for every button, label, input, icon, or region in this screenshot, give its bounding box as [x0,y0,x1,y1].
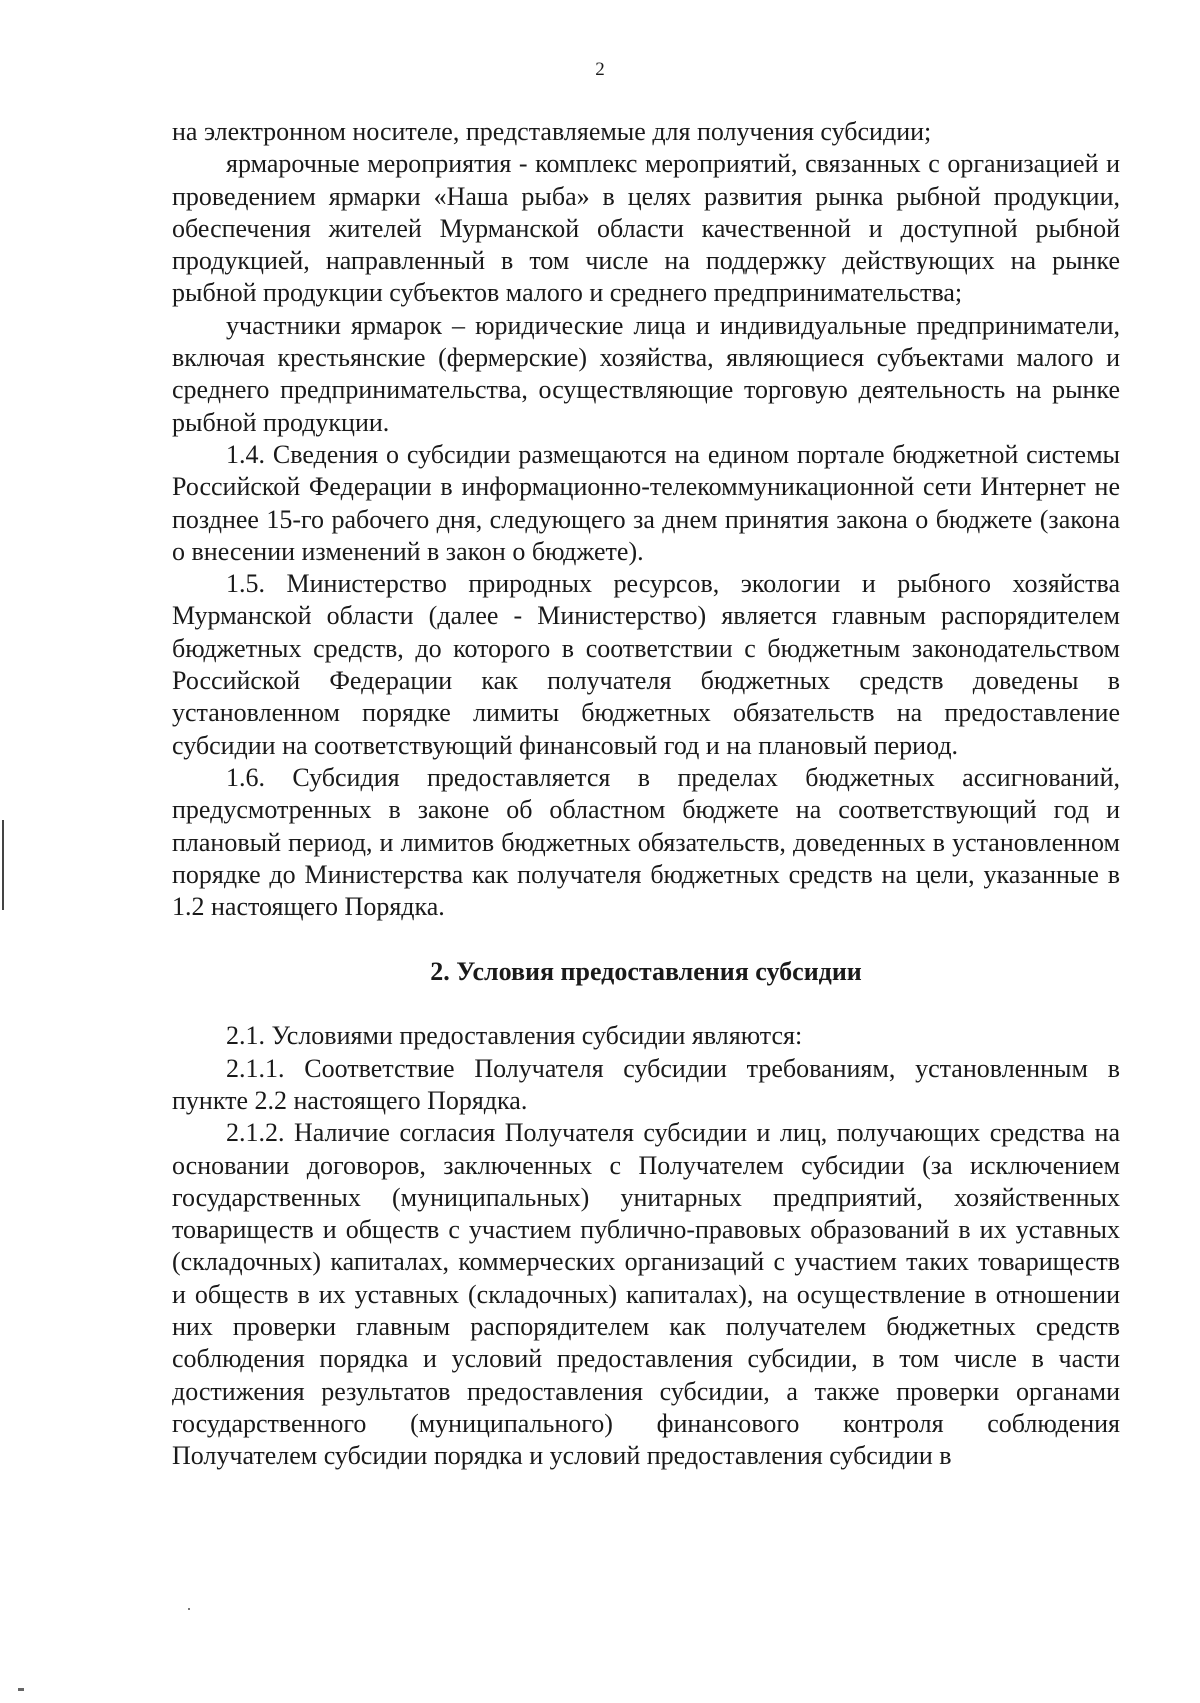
paragraph-2-1-1: 2.1.1. Соответствие Получателя субсидии требованиям, установленным в пункте 2.2 настоящего Порядка. [172,1053,1120,1115]
paragraph-fair-participants-definition: участники ярмарок – юридические лица и индивидуальные предприниматели, включая крестьянские (фермерские) хозяйства, являющиеся субъектами малого и среднего предпринимательства, осуществляющие торговую деятельность на рынке рыбной продукции. [172,310,1120,437]
paragraph-1-6: 1.6. Субсидия предоставляется в пределах бюджетных ассигнований, предусмотренных в законе об областном бюджете на соответствующий год и плановый период, и лимитов бюджетных обязательств, доведенных в установленном порядке до Министерства как получателя бюджетных средств на цели, указанные в 1.2 настоящего Порядка. [172,762,1120,922]
spacer [172,988,1120,1020]
page-number: 2 [595,59,605,80]
scan-artifact-dot [188,1608,190,1610]
paragraph-continuation: на электронном носителе, представляемые для получения субсидии; [172,117,932,146]
scan-artifact-bottom-left [18,1688,24,1691]
document-body [172,116,1120,1472]
paragraph-1-4: 1.4. Сведения о субсидии размещаются на едином портале бюджетной системы Российской Федерации в информационно-телекоммуникационной сети Интернет не позднее 15-го рабочего дня, следующего за днем принятия закона о бюджете (закона о внесении изменений в закон о бюджете). [172,439,1120,566]
scan-artifact-left-edge [2,820,4,910]
paragraph-2-1-2: 2.1.2. Наличие согласия Получателя субсидии и лиц, получающих средства на основании договоров, заключенных с Получателем субсидии (за исключением государственных (муниципальных) унитарных предприятий, хозяйственных товариществ и обществ с участием публично-правовых образований в их уставных (складочных) капиталах, коммерческих организаций с участием таких товариществ и обществ в их уставных (складочных) капиталах), на осуществление в отношении них проверки главным распорядителем как получателем бюджетных средств соблюдения порядка и условий предоставления субсидии, в том числе в части достижения результатов предоставления субсидии, а также проверки органами государственного (муниципального) финансового контроля соблюдения Получателем субсидии порядка и условий предоставления субсидии в [172,1118,1120,1471]
spacer [172,923,1120,955]
section-heading: 2. Условия предоставления субсидии [430,956,862,986]
paragraph-2-1: 2.1. Условиями предоставления субсидии являются: [226,1021,803,1051]
paragraph-1-5: 1.5. Министерство природных ресурсов, экологии и рыбного хозяйства Мурманской области (далее - Министерство) является главным распорядителем бюджетных средств, до которого в соответствии с бюджетным законодательством Российской Федерации как получателя бюджетных средств доведены в установленном порядке лимиты бюджетных обязательств на предоставление субсидии на соответствующий финансовый год и на плановый период. [172,569,1120,760]
paragraph-fair-events-definition: ярмарочные мероприятия - комплекс мероприятий, связанных с организацией и проведением ярмарки «Наша рыба» в целях развития рынка рыбной продукции, обеспечения жителей Мурманской области качественной и доступной рыбной продукцией, направленный в том числе на поддержку действующих на рынке рыбной продукции субъектов малого и среднего предпринимательства; [172,149,1120,308]
